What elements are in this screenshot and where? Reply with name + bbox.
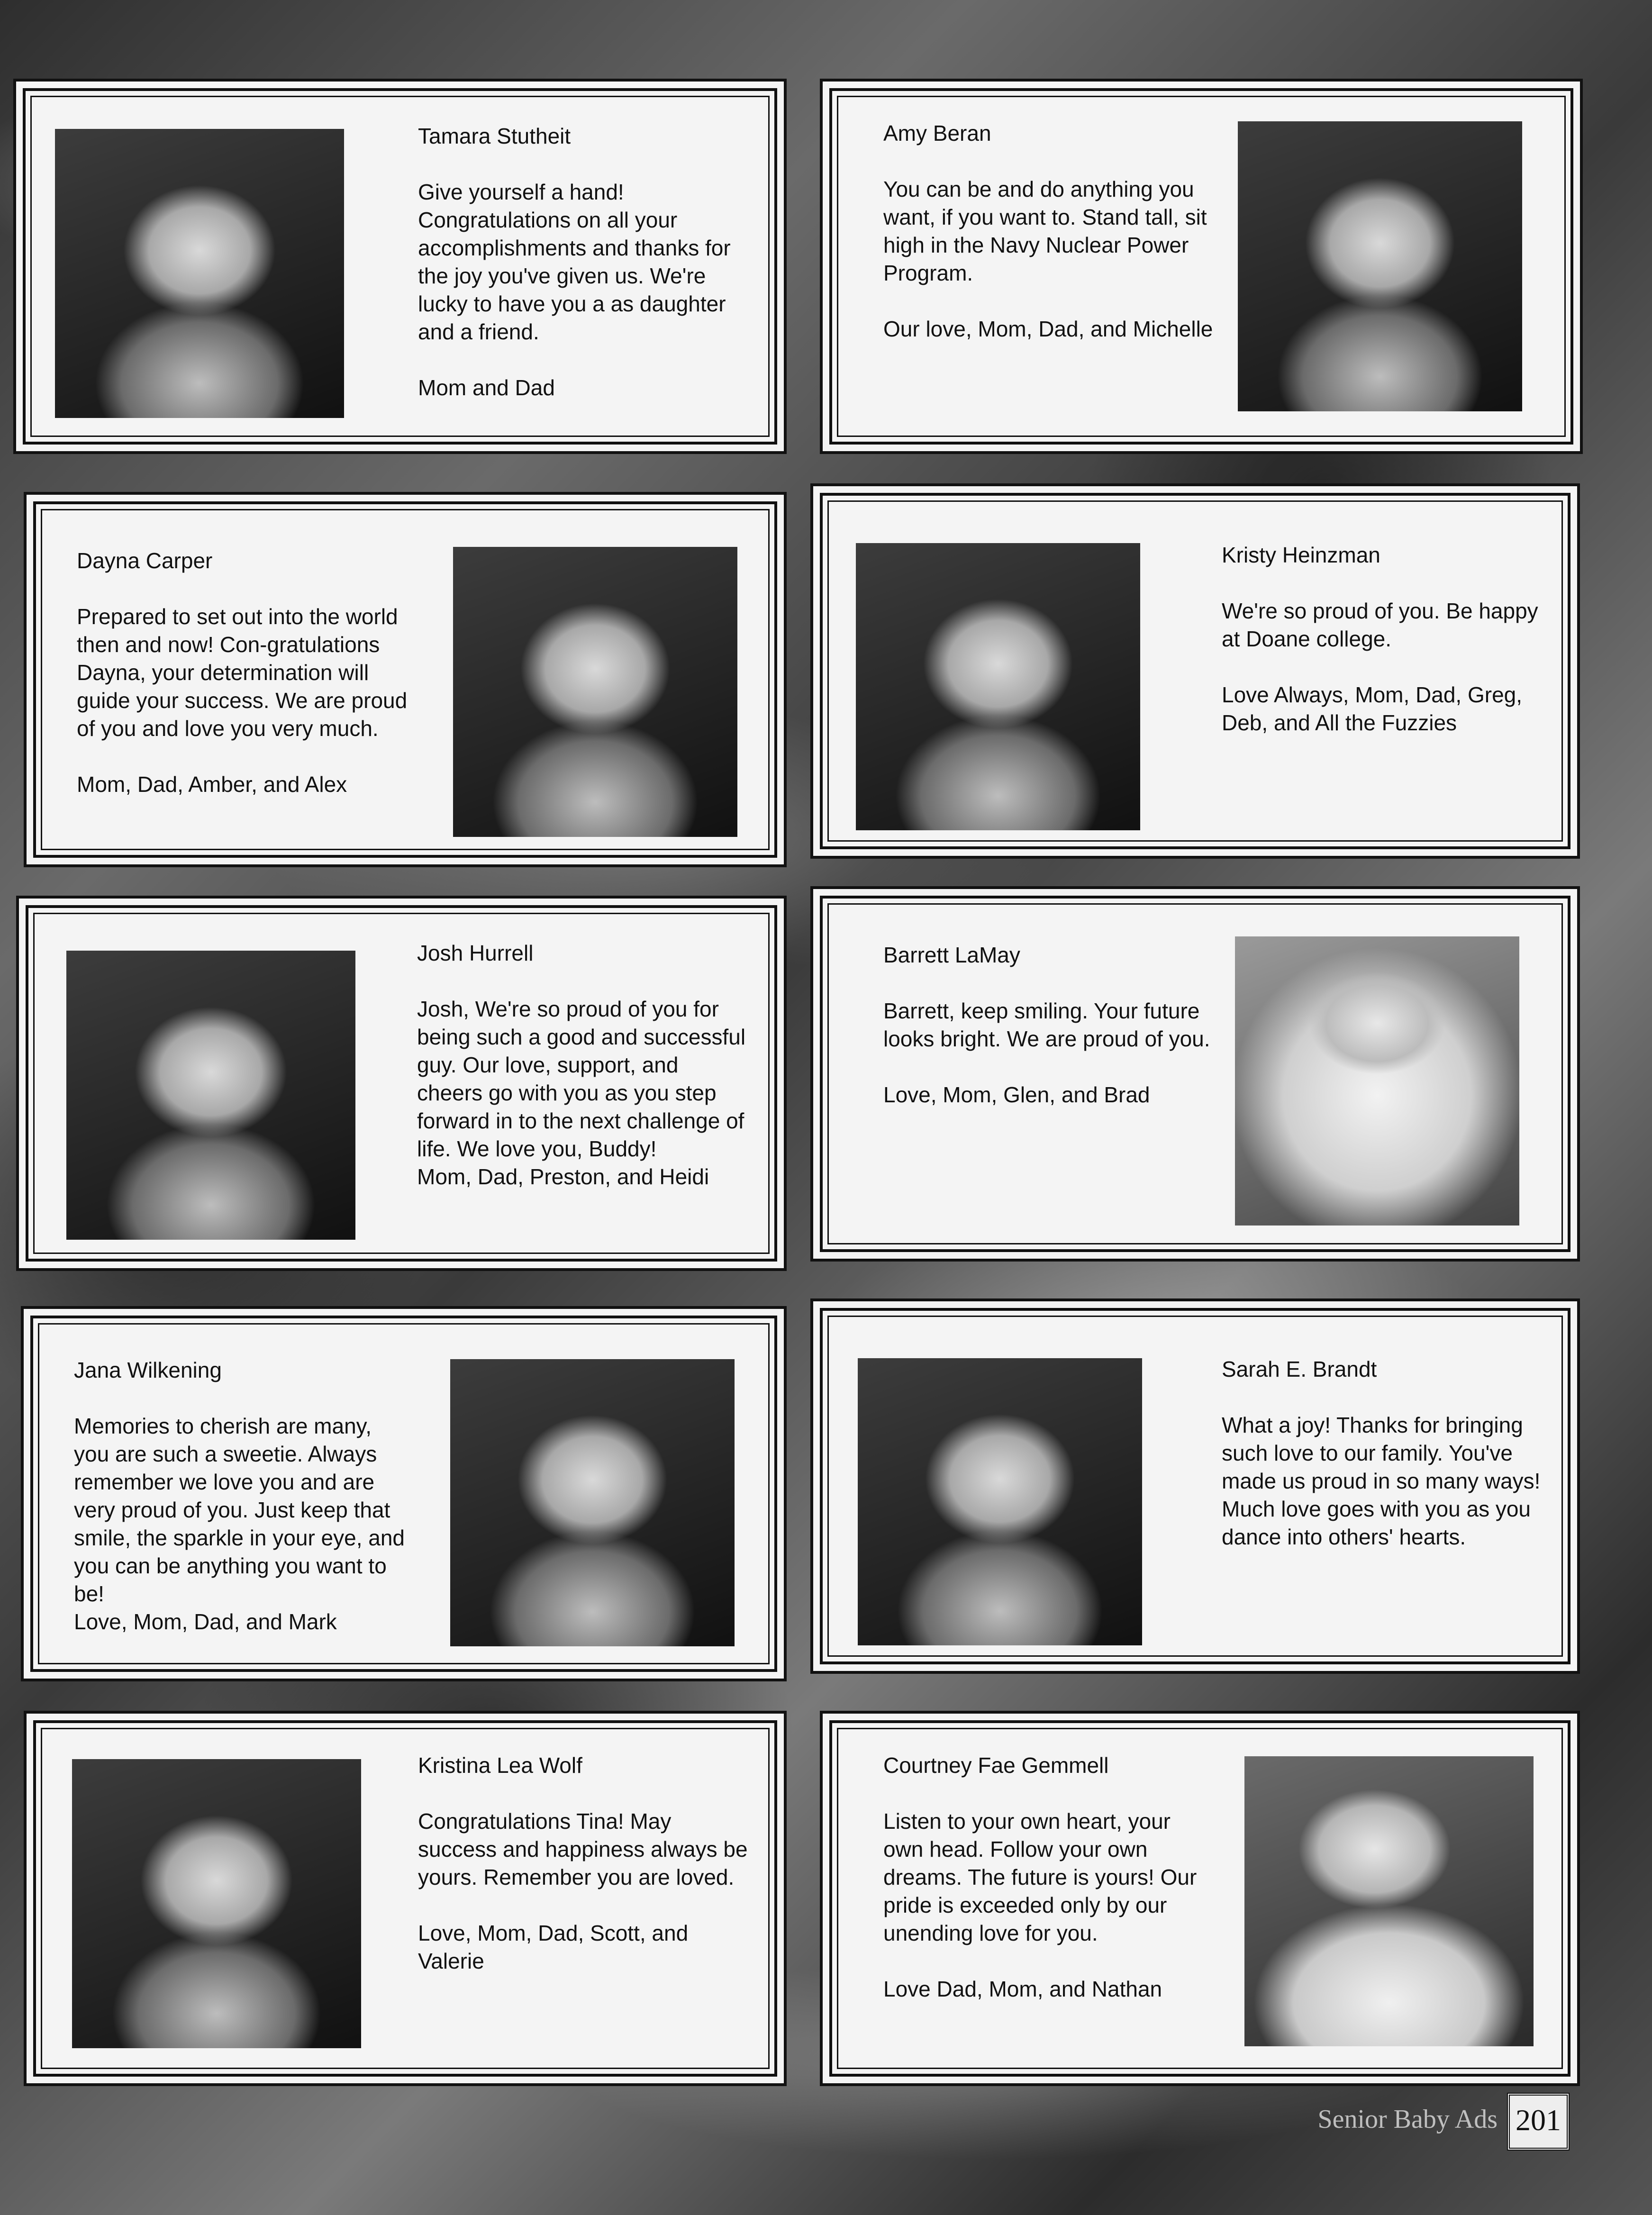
card-name: Courtney Fae Gemmell xyxy=(883,1753,1109,1778)
toddler-photo xyxy=(450,1359,735,1646)
section-title: Senior Baby Ads xyxy=(1317,2105,1498,2134)
toddler-photo xyxy=(72,1759,361,2048)
baby-ad-card xyxy=(33,1720,777,2077)
baby-ad-card xyxy=(829,88,1573,445)
baby-ad-card xyxy=(820,1308,1570,1664)
page-number: 201 xyxy=(1507,2093,1570,2151)
card-name: Kristy Heinzman xyxy=(1222,543,1380,567)
card-message: Prepared to set out into the world then and now! Con-gratulations Dayna, your determination will guide your success. We are proud of you and love you very much. xyxy=(77,604,408,741)
card-text xyxy=(77,547,408,799)
card-text xyxy=(1222,1355,1544,1551)
card-message: Barrett, keep smiling. Your future looks bright. We are proud of you. xyxy=(883,999,1210,1051)
card-signature: Love, Mom, Glen, and Brad xyxy=(883,1082,1150,1107)
card-text xyxy=(74,1356,406,1636)
baby-ad-card xyxy=(829,1720,1570,2077)
card-text xyxy=(418,1752,750,1975)
card-name: Dayna Carper xyxy=(77,548,213,573)
card-signature: Love, Mom, Dad, Scott, and Valerie xyxy=(418,1921,689,1973)
card-name: Tamara Stutheit xyxy=(418,124,571,148)
child-photo xyxy=(1238,121,1522,411)
card-message: Give yourself a hand! Congratulations on all your accomplishments and thanks for the joy you've given us. We're lucky to have you a as daughter and a friend. xyxy=(418,180,731,344)
card-name: Amy Beran xyxy=(883,121,991,145)
card-signature: Love Always, Mom, Dad, Greg, Deb, and All the Fuzzies xyxy=(1222,682,1523,735)
card-message: Josh, We're so proud of you for being such a good and successful guy. Our love, support, and cheers go with you as you step forward in to the next challenge of life. We love you, Buddy! Mom, Dad, Preston, and Heidi xyxy=(417,997,746,1189)
card-message: We're so proud of you. Be happy at Doane college. xyxy=(1222,599,1538,651)
baby-photo xyxy=(55,129,344,418)
toddler-photo xyxy=(66,951,355,1240)
card-name: Kristina Lea Wolf xyxy=(418,1753,582,1778)
baby-ad-card xyxy=(26,905,777,1262)
card-signature: Our love, Mom, Dad, and Michelle xyxy=(883,317,1213,341)
baby-ad-card xyxy=(33,501,777,858)
card-message: Congratulations Tina! May success and happiness always be yours. Remember you are loved. xyxy=(418,1809,748,1889)
baby-ad-card xyxy=(23,88,777,445)
card-message: Listen to your own heart, your own head. Follow your own dreams. The future is yours! Our pride is exceeded only by our unending love for you. xyxy=(883,1809,1197,1945)
card-message: Memories to cherish are many, you are such a sweetie. Always remember we love you and are very proud of you. Just keep that smile, the sparkle in your eye, and you can be anything you want to be! Love, Mom, Dad, and Mark xyxy=(74,1414,405,1634)
baby-photo xyxy=(856,543,1140,830)
card-name: Josh Hurrell xyxy=(417,941,534,965)
infant-photo xyxy=(1235,936,1519,1226)
baby-ad-card xyxy=(30,1316,777,1672)
card-signature: Love Dad, Mom, and Nathan xyxy=(883,1977,1162,2001)
card-text xyxy=(883,941,1215,1109)
baby-ad-card xyxy=(820,493,1570,849)
card-text xyxy=(883,119,1215,343)
card-text xyxy=(1222,541,1544,737)
baby-ad-card xyxy=(820,896,1570,1252)
card-message: You can be and do anything you want, if you want to. Stand tall, sit high in the Navy Nuclear Power Program. xyxy=(883,177,1207,285)
card-signature: Mom and Dad xyxy=(418,375,555,400)
card-text xyxy=(417,939,749,1191)
card-name: Sarah E. Brandt xyxy=(1222,1357,1377,1381)
baby-photo xyxy=(453,547,737,837)
card-name: Barrett LaMay xyxy=(883,943,1020,967)
child-photo xyxy=(858,1358,1142,1645)
card-text xyxy=(883,1752,1215,2003)
card-text xyxy=(418,122,750,402)
infant-photo xyxy=(1244,1756,1534,2046)
card-signature: Mom, Dad, Amber, and Alex xyxy=(77,772,347,797)
card-message: What a joy! Thanks for bringing such love to our family. You've made us proud in so many ways! Much love goes with you as you dance into others' hearts. xyxy=(1222,1413,1541,1549)
card-name: Jana Wilkening xyxy=(74,1358,222,1382)
